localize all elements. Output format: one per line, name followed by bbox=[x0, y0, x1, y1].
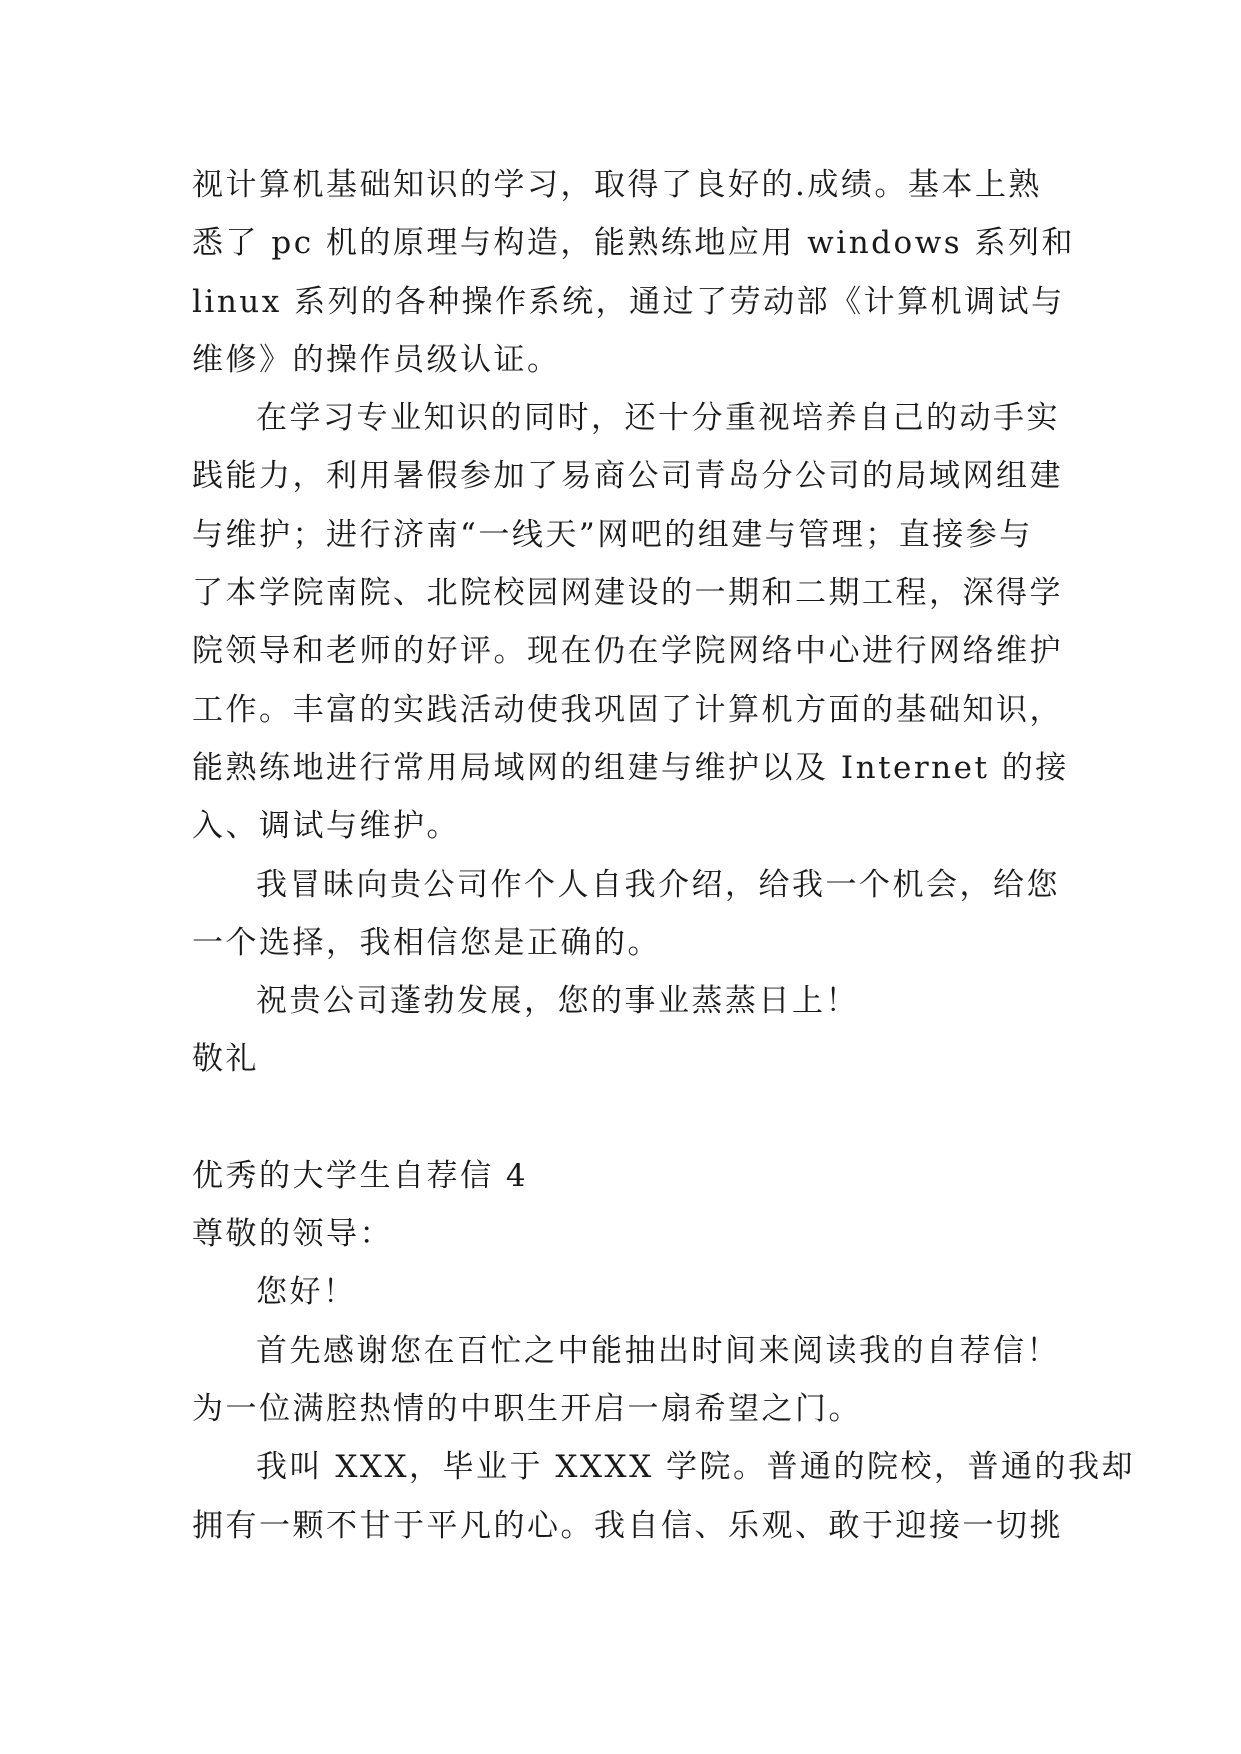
text-line: 院领导和老师的好评。现在仍在学院网络中心进行网络维护 bbox=[192, 633, 1063, 670]
text-line: 悉了 pc 机的原理与构造，能熟练地应用 windows 系列和 bbox=[192, 225, 1075, 262]
text-line: 祝贵公司蓬勃发展，您的事业蒸蒸日上！ bbox=[256, 983, 859, 1020]
paragraph-thanks bbox=[192, 1322, 1072, 1439]
text-line: 首先感谢您在百忙之中能抽出时间来阅读我的自荐信！ bbox=[256, 1332, 1060, 1369]
section-gap bbox=[192, 1089, 1072, 1147]
text-line: 为一位满腔热情的中职生开启一扇希望之门。 bbox=[192, 1390, 862, 1427]
paragraph-self-intro bbox=[192, 1438, 1136, 1555]
text-line: 视计算机基础知识的学习，取得了良好的.成绩。基本上熟 bbox=[192, 167, 1042, 203]
text-line: 拥有一颗不甘于平凡的心。我自信、乐观、敢于迎接一切挑 bbox=[192, 1507, 1063, 1544]
text-line: 与维护；进行济南“一线天”网吧的组建与管理；直接参与 bbox=[192, 516, 1033, 553]
greeting: 您好！ bbox=[256, 1274, 357, 1311]
text-line: 工作。丰富的实践活动使我巩固了计算机方面的基础知识， bbox=[192, 691, 1063, 728]
text-line: 了本学院南院、北院校园网建设的一期和二期工程，深得学 bbox=[192, 575, 1063, 612]
text-line: 我叫 XXX，毕业于 XXXX 学院。普通的院校，普通的我却 bbox=[256, 1449, 1136, 1486]
paragraph-introduction bbox=[192, 856, 1072, 973]
closing: 敬礼 bbox=[192, 1041, 259, 1078]
text-line: 在学习专业知识的同时，还十分重视培养自己的动手实 bbox=[256, 400, 1060, 437]
paragraph-computer-skills bbox=[192, 156, 1075, 389]
text-line: 入、调试与维护。 bbox=[192, 808, 460, 845]
text-line: 我冒昧向贵公司作个人自我介绍，给我一个机会，给您 bbox=[256, 866, 1060, 903]
text-line: 一个选择，我相信您是正确的。 bbox=[192, 924, 661, 961]
salutation: 尊敬的领导： bbox=[192, 1216, 393, 1253]
text-line: linux 系列的各种操作系统，通过了劳动部《计算机调试与 bbox=[192, 283, 1065, 320]
paragraph-wishes bbox=[192, 972, 1072, 1030]
text-line: 维修》的操作员级认证。 bbox=[192, 341, 561, 378]
text-line: 践能力，利用暑假参加了易商公司青岛分公司的局域网组建 bbox=[192, 458, 1063, 495]
section-title: 优秀的大学生自荐信 4 bbox=[192, 1157, 529, 1194]
paragraph-practice-experience bbox=[192, 389, 1072, 855]
text-line: 能熟练地进行常用局域网的组建与维护以及 Internet 的接 bbox=[192, 749, 1069, 786]
document-body bbox=[192, 156, 1136, 1555]
